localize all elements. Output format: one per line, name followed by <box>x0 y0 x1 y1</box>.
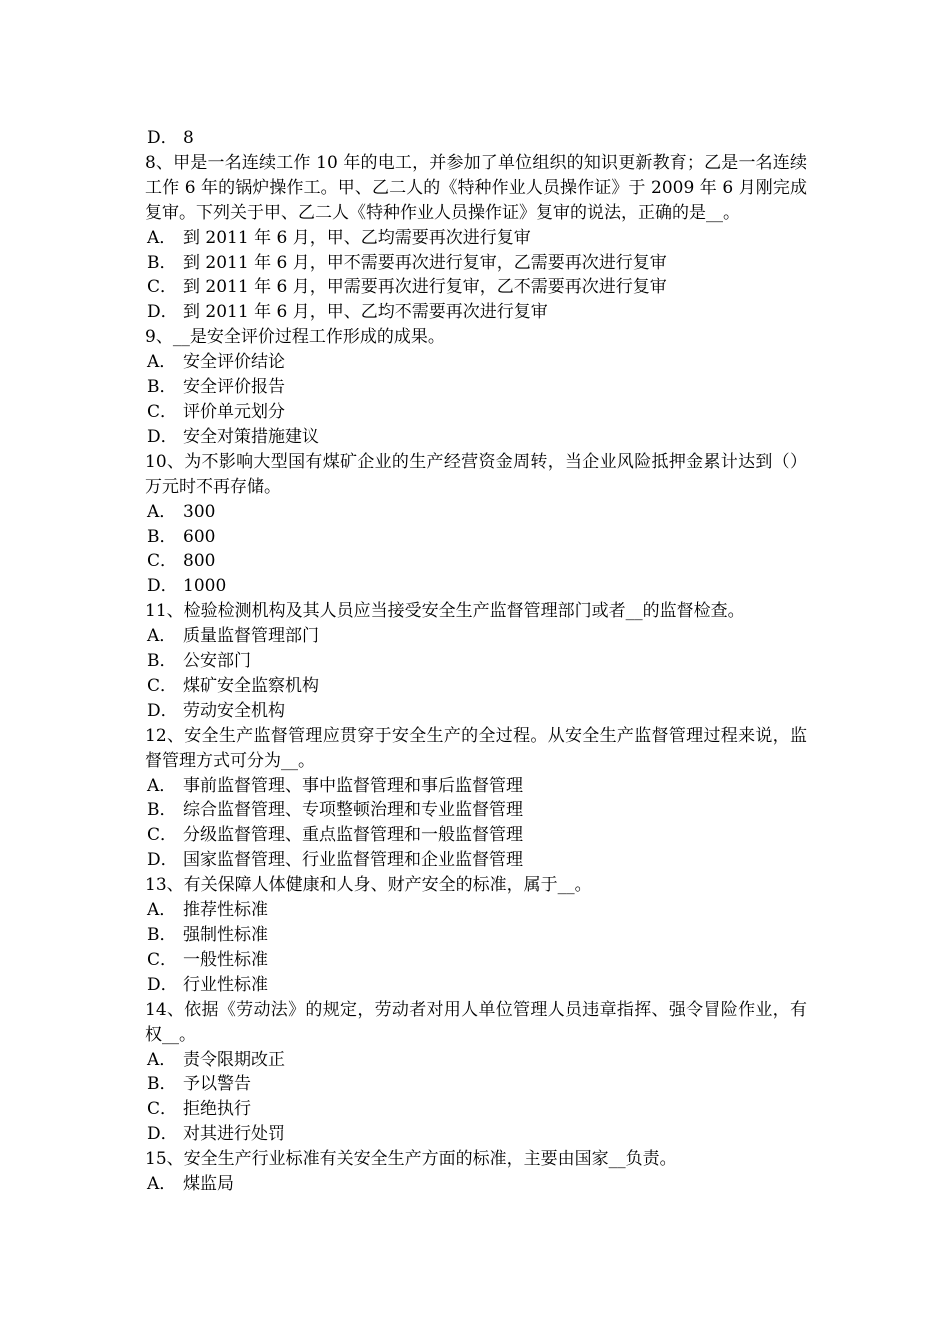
answer-option <box>145 1172 807 1197</box>
answer-option <box>145 500 807 525</box>
option-text: 事前监督管理、事中监督管理和事后监督管理 <box>183 775 523 796</box>
option-letter: C． <box>147 401 178 422</box>
answer-option <box>145 898 807 923</box>
option-letter: C． <box>147 675 178 696</box>
answer-option <box>145 525 807 550</box>
option-text: 300 <box>183 501 216 522</box>
option-letter: D． <box>147 1124 178 1145</box>
option-letter: B． <box>147 377 177 398</box>
question-text: 15、安全生产行业标准有关安全生产方面的标准，主要由国家__负责。 <box>145 1149 677 1170</box>
option-text: 一般性标准 <box>183 949 268 970</box>
answer-option <box>145 549 807 574</box>
question-text: 12、安全生产监督管理应贯穿于安全生产的全过程。从安全生产监督管理过程来说，监督管理方式可分为__。 <box>145 725 807 771</box>
question-text: 14、依据《劳动法》的规定，劳动者对用人单位管理人员违章指挥、强令冒险作业，有权__。 <box>145 999 807 1045</box>
document-page <box>145 126 807 1197</box>
option-letter: C． <box>147 825 178 846</box>
option-text: 8 <box>183 128 194 148</box>
option-letter: B． <box>147 526 177 547</box>
question-text: 10、为不影响大型国有煤矿企业的生产经营资金周转，当企业风险抵押金累计达到（）万元时不再存储。 <box>145 451 807 497</box>
answer-option <box>145 1097 807 1122</box>
question-text: 8、甲是一名连续工作 10 年的电工，并参加了单位组织的知识更新教育；乙是一名连续工作 6 年的锅炉操作工。甲、乙二人的《特种作业人员操作证》于 2009 年 6 月刚完成复审。下列关于甲、乙二人《特种作业人员操作证》复审的说法，正确的是__。 <box>145 152 807 223</box>
answer-option <box>145 624 807 649</box>
option-letter: A． <box>147 1049 177 1070</box>
option-letter: D． <box>147 576 178 597</box>
option-letter: D． <box>147 128 178 148</box>
answer-option <box>145 375 807 400</box>
option-letter: A． <box>147 501 177 522</box>
question-text: 13、有关保障人体健康和人身、财产安全的标准，属于__。 <box>145 875 592 896</box>
option-text: 1000 <box>183 576 227 597</box>
option-letter: B． <box>147 800 177 821</box>
option-text: 800 <box>183 551 216 572</box>
answer-option <box>145 574 807 599</box>
option-letter: D． <box>147 426 178 447</box>
option-letter: D． <box>147 700 178 721</box>
option-letter: C． <box>147 551 178 572</box>
answer-option <box>145 774 807 799</box>
option-text: 安全评价报告 <box>183 377 285 398</box>
option-text: 予以警告 <box>183 1074 251 1095</box>
option-letter: D． <box>147 850 178 871</box>
option-text: 安全对策措施建议 <box>183 426 319 447</box>
answer-option <box>145 798 807 823</box>
option-text: 综合监督管理、专项整顿治理和专业监督管理 <box>183 800 523 821</box>
option-letter: A． <box>147 227 177 248</box>
option-text: 煤监局 <box>183 1174 234 1195</box>
option-letter: C． <box>147 1099 178 1120</box>
answer-option <box>145 300 807 325</box>
option-letter: B． <box>147 651 177 672</box>
option-text: 安全评价结论 <box>183 352 285 373</box>
option-text: 推荐性标准 <box>183 900 268 921</box>
option-text: 公安部门 <box>183 651 251 672</box>
option-letter: C． <box>147 277 178 298</box>
answer-option <box>145 1048 807 1073</box>
option-text: 责令限期改正 <box>183 1049 285 1070</box>
option-letter: D． <box>147 974 178 995</box>
option-letter: D． <box>147 302 178 323</box>
answer-option <box>145 350 807 375</box>
option-letter: B． <box>147 925 177 945</box>
option-letter: A． <box>147 352 177 373</box>
answer-option <box>145 400 807 425</box>
option-text: 煤矿安全监察机构 <box>183 675 319 696</box>
option-text: 到 2011 年 6 月，甲不需要再次进行复审，乙需要再次进行复审 <box>183 252 667 273</box>
answer-option <box>145 923 807 948</box>
option-text: 劳动安全机构 <box>183 700 285 721</box>
answer-option <box>145 1122 807 1147</box>
answer-option <box>145 973 807 998</box>
answer-option <box>145 1072 807 1097</box>
answer-option <box>145 948 807 973</box>
answer-option <box>145 699 807 724</box>
option-text: 600 <box>183 526 216 547</box>
answer-option <box>145 275 807 300</box>
question-text: 11、检验检测机构及其人员应当接受安全生产监督管理部门或者__的监督检查。 <box>145 601 745 622</box>
option-text: 国家监督管理、行业监督管理和企业监督管理 <box>183 850 523 871</box>
answer-option <box>145 251 807 276</box>
option-text: 评价单元划分 <box>183 401 285 422</box>
answer-option <box>145 425 807 450</box>
option-letter: A． <box>147 775 177 796</box>
option-letter: C． <box>147 949 178 970</box>
option-letter: A． <box>147 626 177 647</box>
answer-option <box>145 848 807 873</box>
option-letter: A． <box>147 1174 177 1195</box>
option-letter: B． <box>147 1074 177 1095</box>
option-text: 强制性标准 <box>183 925 268 945</box>
option-letter: A． <box>147 900 177 921</box>
option-text: 到 2011 年 6 月，甲、乙均不需要再次进行复审 <box>183 302 548 323</box>
answer-option <box>145 674 807 699</box>
answer-option <box>145 226 807 251</box>
answer-option <box>145 823 807 848</box>
option-letter: B． <box>147 252 177 273</box>
answer-option <box>145 649 807 674</box>
option-text: 行业性标准 <box>183 974 268 995</box>
option-text: 质量监督管理部门 <box>183 626 319 647</box>
option-text: 到 2011 年 6 月，甲需要再次进行复审，乙不需要再次进行复审 <box>183 277 667 298</box>
option-text: 对其进行处罚 <box>183 1124 285 1145</box>
option-text: 分级监督管理、重点监督管理和一般监督管理 <box>183 825 523 846</box>
answer-option <box>145 126 807 151</box>
option-text: 到 2011 年 6 月，甲、乙均需要再次进行复审 <box>183 227 531 248</box>
question-text: 9、__是安全评价过程工作形成的成果。 <box>145 327 445 348</box>
option-text: 拒绝执行 <box>183 1099 251 1120</box>
